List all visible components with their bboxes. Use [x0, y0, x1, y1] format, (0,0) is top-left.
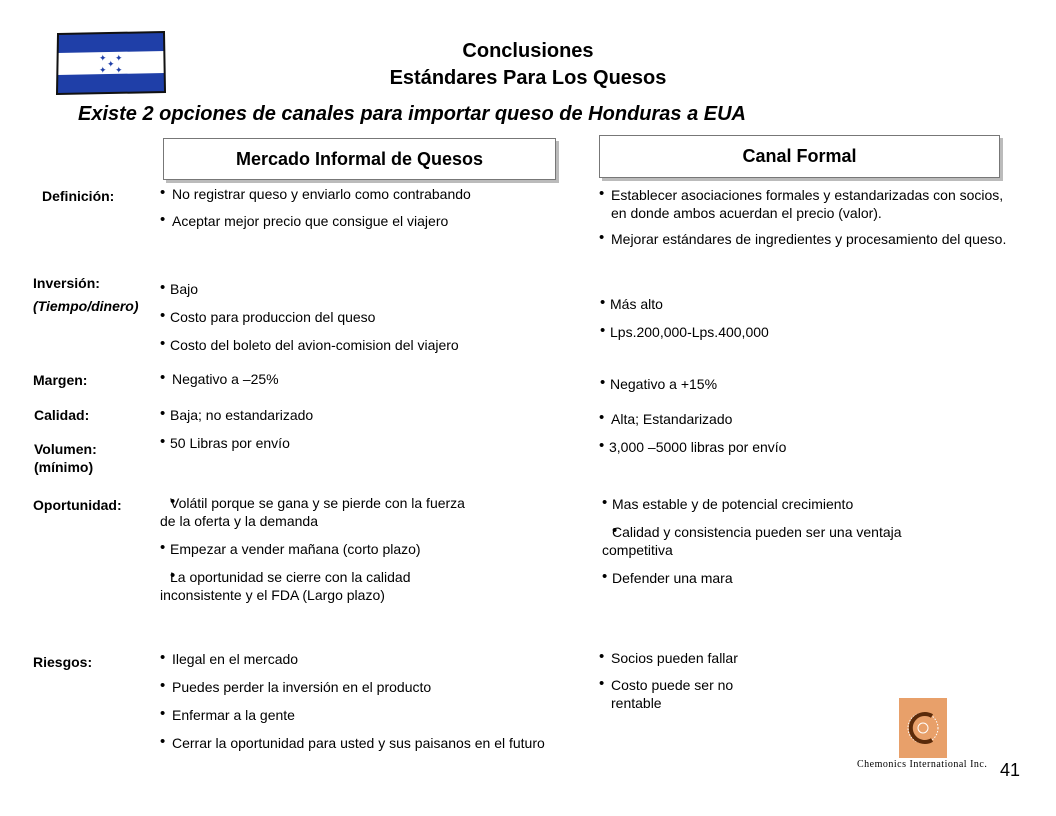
- formal-riesgos: [599, 649, 774, 712]
- list-item: • Mejorar estándares de ingredientes y procesamiento del queso.: [599, 230, 1019, 248]
- label-volumen: Volumen:: [34, 441, 97, 457]
- svg-text:✦: ✦: [107, 60, 115, 70]
- label-volumen-sub: (mínimo): [34, 459, 94, 475]
- svg-text:✦: ✦: [115, 66, 123, 76]
- list-item: • Enfermar a la gente: [160, 706, 560, 724]
- company-name: Chemonics International Inc.: [857, 759, 988, 770]
- list-item: • Volátil porque se gana y se pierde con la fuerza de la oferta y la demanda: [160, 494, 470, 530]
- list-item: • Calidad y consistencia pueden ser una ventaja competitiva: [602, 523, 902, 559]
- label-definicion: Definición:: [42, 188, 115, 204]
- list-item: • No registrar queso y enviarlo como contrabando: [160, 185, 560, 203]
- label-inversion: Inversión:: [33, 275, 100, 291]
- list-item: • 3,000 –5000 libras por envío: [599, 438, 999, 456]
- label-oportunidad: Oportunidad:: [33, 497, 122, 513]
- svg-text:✦: ✦: [115, 54, 123, 64]
- list-item: • Defender una mara: [602, 569, 902, 587]
- page-title: Conclusiones: [462, 40, 594, 62]
- page-subtitle: Existe 2 opciones de canales para importar queso de Honduras a EUA: [78, 103, 746, 125]
- informal-inversion: [160, 280, 560, 354]
- formal-margen: [600, 375, 1000, 393]
- label-calidad: Calidad:: [34, 407, 90, 423]
- informal-calidad: [160, 406, 560, 452]
- informal-margen: [160, 370, 560, 388]
- label-inversion-sub: (Tiempo/dinero): [33, 298, 139, 314]
- list-item: • Alta; Estandarizado: [599, 410, 999, 428]
- informal-riesgos: [160, 650, 560, 752]
- chemonics-logo-icon: [899, 698, 947, 758]
- informal-oportunidad: [160, 494, 470, 604]
- label-riesgos: Riesgos:: [33, 654, 93, 670]
- formal-inversion: [600, 295, 1000, 341]
- svg-text:✦: ✦: [99, 66, 107, 76]
- list-item: • Bajo: [160, 280, 560, 298]
- list-item: • Ilegal en el mercado: [160, 650, 560, 668]
- formal-channel-header: Canal Formal: [599, 135, 1000, 178]
- page-title-line2: Estándares Para Los Quesos: [389, 67, 667, 89]
- list-item: • Más alto: [600, 295, 1000, 313]
- list-item: • Costo puede ser no rentable: [599, 676, 774, 712]
- list-item: • La oportunidad se cierre con la calidad inconsistente y el FDA (Largo plazo): [160, 568, 470, 604]
- page-number: 41: [1000, 760, 1021, 780]
- list-item: • Establecer asociaciones formales y estandarizadas con socios, en donde ambos acuerdan el precio (valor).: [599, 186, 1019, 222]
- svg-text:✦: ✦: [99, 54, 107, 64]
- informal-definicion: [160, 185, 560, 230]
- list-item: • Aceptar mejor precio que consigue el viajero: [160, 212, 560, 230]
- label-margen: Margen:: [33, 372, 88, 388]
- list-item: • Socios pueden fallar: [599, 649, 774, 667]
- list-item: • 50 Libras por envío: [160, 434, 560, 452]
- formal-calidad: [599, 410, 999, 456]
- list-item: • Mas estable y de potencial crecimiento: [602, 495, 902, 513]
- formal-oportunidad: [602, 495, 902, 587]
- formal-definicion: [599, 186, 1019, 248]
- list-item: • Baja; no estandarizado: [160, 406, 560, 424]
- list-item: • Negativo a –25%: [160, 370, 560, 388]
- list-item: • Costo para produccion del queso: [160, 308, 560, 326]
- informal-market-header: Mercado Informal de Quesos: [163, 138, 556, 180]
- list-item: • Costo del boleto del avion-comision del viajero: [160, 336, 560, 354]
- list-item: • Puedes perder la inversión en el producto: [160, 678, 560, 696]
- list-item: • Negativo a +15%: [600, 375, 1000, 393]
- list-item: • Empezar a vender mañana (corto plazo): [160, 540, 470, 558]
- list-item: • Lps.200,000-Lps.400,000: [600, 323, 1000, 341]
- list-item: • Cerrar la oportunidad para usted y sus paisanos en el futuro: [160, 734, 560, 752]
